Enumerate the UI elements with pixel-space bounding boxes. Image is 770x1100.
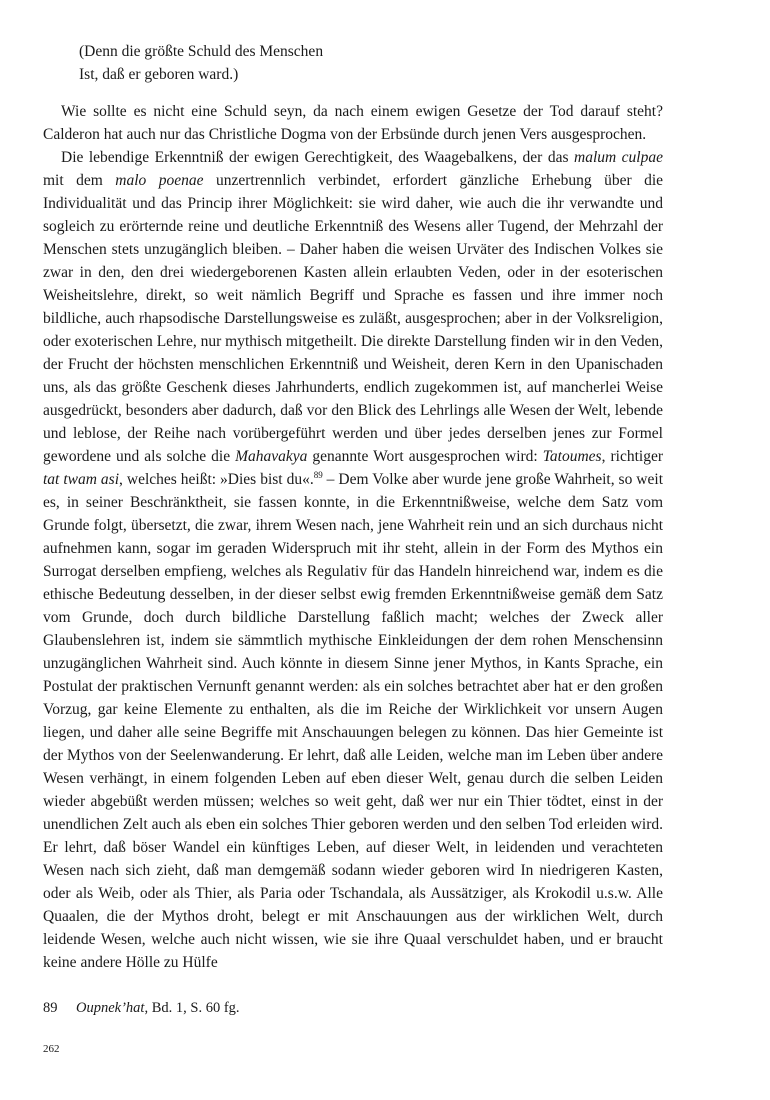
- p2-latin-malo-poenae: malo poenae: [115, 172, 204, 189]
- p2-term-tat-twam-asi: tat twam asi: [43, 471, 120, 488]
- page-number: 262: [43, 1043, 60, 1055]
- footnote: [43, 1000, 663, 1017]
- verse-line-1: (Denn die größte Schuld des Menschen: [79, 43, 324, 60]
- p2-text-6: , welches heißt: »Dies bist du«.: [119, 471, 314, 488]
- verse-quote: [79, 40, 663, 86]
- paragraph-2: [43, 146, 663, 974]
- footnote-number: 89: [43, 1000, 58, 1016]
- page-content: [43, 40, 663, 974]
- p2-term-mahavakya: Mahavakya: [235, 448, 308, 465]
- p2-text-3: unzertrennlich verbindet, erfordert gänzliche Erhebung über die Individualität und das Princip ihrer Möglichkeit: sie wird daher, wie auch die ihr verwandte und sogleich zu erörternde reine und deutliche Erkenntniß des Wesens aller Tugend, der Mehrzahl der Menschen stets unzugänglich bleiben. – Daher haben die weisen Urväter des Indischen Volkes sie zwar in den, den drei wiedergeborenen Kasten allein erlaubten Veden, oder in der esoterischen Weisheitslehre, direkt, so weit nämlich Begriff und Sprache es fassen und ihre immer noch bildliche, auch rhapsodische Darstellungsweise es zuläßt, ausgesprochen; aber in der Volksreligion, oder exoterischen Lehre, nur mythisch mitgetheilt. Die direkte Darstellung finden wir in den Veden, der Frucht der höchsten menschlichen Erkenntniß und Weisheit, deren Kern in den Upanischaden uns, als das größte Geschenk dieses Jahrhunderts, endlich zugekommen ist, auf mancherlei Weise ausgedrückt, besonders aber dadurch, daß vor den Blick des Lehrlings alle Wesen der Welt, lebende und leblose, der Reihe nach vorübergeführt werden und über jedes derselben jenes zur Formel gewordene und als solche die: [43, 172, 664, 465]
- p2-latin-malum-culpae: malum culpae: [574, 149, 663, 166]
- p2-text-4: genannte Wort ausgesprochen wird:: [307, 448, 543, 465]
- verse-line-2: Ist, daß er geboren ward.): [79, 66, 239, 83]
- p2-term-tatoumes: Tatoumes: [542, 448, 602, 465]
- p2-text-1: Die lebendige Erkenntniß der ewigen Gerechtigkeit, des Waagebalkens, der das: [61, 149, 574, 166]
- p2-text-7: – Dem Volke aber wurde jene große Wahrheit, so weit es, in seiner Beschränktheit, sie fassen konnte, in die Erkenntnißweise, welche dem Satz vom Grunde folgt, übersetzt, die zwar, ihrem Wesen nach, jene Wahrheit rein und an sich durchaus nicht aufnehmen kann, sogar im geraden Widerspruch mit ihr steht, allein in der Form des Mythos ein Surrogat derselben empfieng, welches als Regulativ für das Handeln hinreichend war, indem es die ethische Bedeutung desselben, in der dieser selbst ewig fremden Erkenntnißweise gemäß dem Satz vom Grunde, doch durch bildliche Darstellung faßlich macht; welches der Zweck aller Glaubenslehren ist, indem sie sämmtlich mythische Einkleidungen der dem rohen Menschensinn unzugänglichen Wahrheit sind. Auch könnte in diesem Sinne jener Mythos, in Kants Sprache, ein Postulat der praktischen Vernunft genannt werden: als ein solches betrachtet aber hat er den großen Vorzug, gar keine Elemente zu enthalten, als die im Reiche der Wirklichkeit vor unsern Augen liegen, und daher alle seine Begriffe mit Anschauungen belegen zu können. Das hier Gemeinte ist der Mythos von der Seelenwanderung. Er lehrt, daß alle Leiden, welche man im Leben über andere Wesen verhängt, in einem folgenden Leben auf eben dieser Welt, genau durch die selben Leiden wieder abgebüßt werden müssen; welches so weit geht, daß wer nur ein Thier tödtet, einst in der unendlichen Zelt auch als eben ein solches Thier geboren werden und den selben Tod erleiden wird. Er lehrt, daß böser Wandel ein künftiges Leben, auf dieser Welt, in leidenden und verachteten Wesen nach sich zieht, daß man demgemäß sodann wieder geboren wird In niedrigeren Kasten, oder als Weib, oder als Thier, als Paria oder Tschandala, als Aussätziger, als Krokodil u.s.w. Alle Quaalen, die der Mythos droht, belegt er mit Anschauungen aus der wirklichen Welt, durch leidende Wesen, welche auch nicht wissen, wie sie ihre Quaal verschuldet haben, und er braucht keine andere Hölle zu Hülfe: [43, 471, 663, 971]
- footnote-reference[interactable]: 89: [313, 469, 323, 480]
- p2-text-2: mit dem: [43, 172, 116, 189]
- paragraph-1: Wie sollte es nicht eine Schuld seyn, da nach einem ewigen Gesetze der Tod darauf steht? Calderon hat auch nur das Christliche Dogma von der Erbsünde durch jenen Vers ausgesprochen.: [43, 103, 663, 143]
- body-text: [43, 100, 663, 974]
- footnote-text: , Bd. 1, S. 60 fg.: [144, 1000, 240, 1016]
- p2-text-5: , richtiger: [601, 448, 663, 465]
- footnote-title: Oupnek’hat: [76, 1000, 145, 1016]
